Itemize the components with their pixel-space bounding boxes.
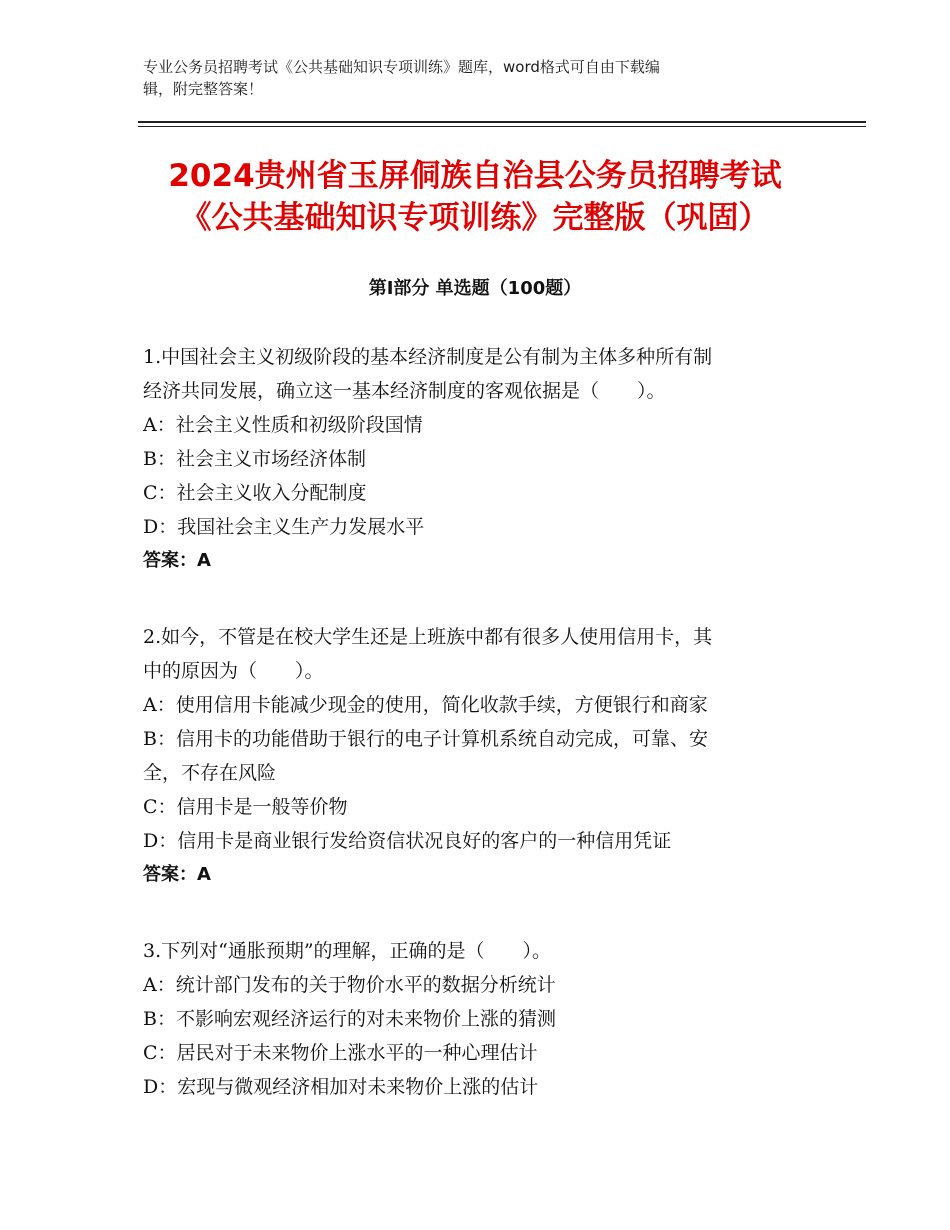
option-b: B：信用卡的功能借助于银行的电子计算机系统自动完成，可靠、安 <box>143 728 708 750</box>
option-c: C：社会主义收入分配制度 <box>143 482 367 504</box>
option-d: D：信用卡是商业银行发给资信状况良好的客户的一种信用凭证 <box>143 830 672 852</box>
option-c: C：居民对于未来物价上涨水平的一种心理估计 <box>143 1042 538 1064</box>
document-title <box>100 155 850 239</box>
question-stem: 中的原因为（ ）。 <box>143 660 324 682</box>
header-divider <box>138 121 866 123</box>
option-a: A：统计部门发布的关于物价水平的数据分析统计 <box>143 974 556 996</box>
header-note-line-1: 专业公务员招聘考试《公共基础知识专项训练》题库，word格式可自由下载编 <box>143 58 660 76</box>
option-c: C：信用卡是一般等价物 <box>143 796 348 818</box>
option-a: A：使用信用卡能减少现金的使用，简化收款手续，方便银行和商家 <box>143 694 708 716</box>
header-note <box>143 56 803 100</box>
question-stem: 2.如今，不管是在校大学生还是上班族中都有很多人使用信用卡，其 <box>143 626 713 648</box>
answer: 答案：A <box>143 864 211 885</box>
document-title-line-2: 《公共基础知识专项训练》完整版（巩固） <box>180 200 770 236</box>
header-note-line-2: 辑，附完整答案！ <box>143 80 264 98</box>
option-a: A：社会主义性质和初级阶段国情 <box>143 414 423 436</box>
option-b: B：不影响宏观经济运行的对未来物价上涨的猜测 <box>143 1008 556 1030</box>
option-b: B：社会主义市场经济体制 <box>143 448 366 470</box>
header-divider-thin <box>138 126 866 127</box>
question-list <box>143 340 803 1146</box>
option-d: D：我国社会主义生产力发展水平 <box>143 516 425 538</box>
section-heading: 第Ⅰ部分 单选题（100题） <box>368 278 582 299</box>
question-1 <box>143 340 803 578</box>
document-title-line-1: 2024贵州省玉屏侗族自治县公务员招聘考试 <box>168 158 782 194</box>
question-3 <box>143 934 803 1104</box>
question-2 <box>143 620 803 892</box>
question-stem: 经济共同发展，确立这一基本经济制度的客观依据是（ ）。 <box>143 380 666 402</box>
option-b-continued: 全，不存在风险 <box>143 762 277 784</box>
question-stem: 1.中国社会主义初级阶段的基本经济制度是公有制为主体多种所有制 <box>143 346 713 368</box>
question-stem: 3.下列对“通胀预期”的理解，正确的是（ ）。 <box>143 940 552 962</box>
option-d: D：宏现与微观经济相加对未来物价上涨的估计 <box>143 1076 539 1098</box>
answer: 答案：A <box>143 550 211 571</box>
